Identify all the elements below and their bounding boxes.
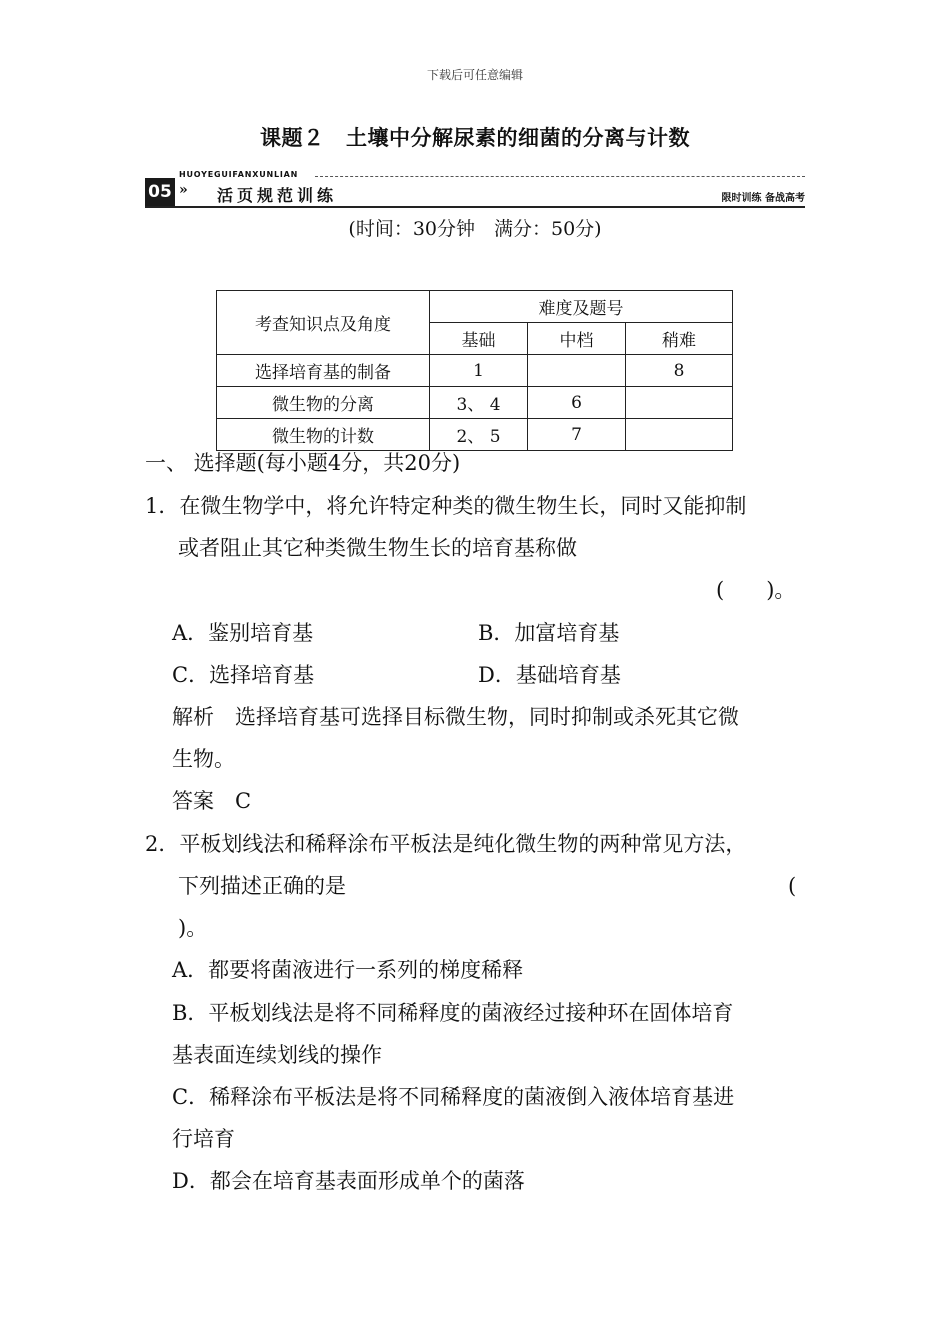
page-title: 课题２ 土壤中分解尿素的细菌的分离与计数 <box>260 126 690 150</box>
q2-option-a: A．都要将菌液进行一系列的梯度稀释 <box>172 958 524 982</box>
table-cell-basic: 1 <box>430 355 528 387</box>
banner-dashed-line <box>315 176 805 177</box>
table-row <box>217 387 733 419</box>
q2-blank-close: )。 <box>178 916 208 940</box>
table-row <box>217 355 733 387</box>
table-cell-medium: 7 <box>528 419 626 451</box>
table-cell-topic: 选择培育基的制备 <box>217 355 430 387</box>
q2-stem-line1: 2．平板划线法和稀释涂布平板法是纯化微生物的两种常见方法， <box>145 832 747 856</box>
q1-answer: 答案 C <box>172 789 252 813</box>
table-header-hard: 稍难 <box>626 323 733 355</box>
q2-option-b-line1: B．平板划线法是将不同稀释度的菌液经过接种环在固体培育 <box>172 1001 734 1025</box>
q1-option-c: C．选择培育基 <box>172 663 315 687</box>
q1-option-a: A．鉴别培育基 <box>172 621 314 645</box>
banner-right-text: 限时训练 备战高考 <box>721 193 805 204</box>
header-note: 下载后可任意编辑 <box>426 68 523 82</box>
table-cell-basic: 2、 5 <box>430 419 528 451</box>
q1-option-d: D．基础培育基 <box>478 663 621 687</box>
section-heading: 一、 选择题(每小题4分，共20分) <box>145 451 461 475</box>
q2-option-c-line1: C．稀释涂布平板法是将不同稀释度的菌液倒入液体培育基进 <box>172 1085 735 1109</box>
table-header-difficulty: 难度及题号 <box>430 291 733 323</box>
q2-option-b-line2: 基表面连续划线的操作 <box>172 1043 382 1067</box>
table-cell-topic: 微生物的计数 <box>217 419 430 451</box>
q2-option-c-line2: 行培育 <box>172 1127 235 1151</box>
q2-option-d: D．都会在培育基表面形成单个的菌落 <box>172 1169 525 1193</box>
knowledge-table <box>216 290 733 451</box>
time-score-line: (时间：30分钟 满分：50分) <box>348 218 602 240</box>
table-cell-basic: 3、 4 <box>430 387 528 419</box>
q1-option-b: B．加富培育基 <box>478 621 620 645</box>
banner-number-badge: 05 <box>145 178 175 206</box>
table-cell-hard <box>626 419 733 451</box>
table-cell-medium <box>528 355 626 387</box>
q1-analysis-line1: 解析 选择培育基可选择目标微生物，同时抑制或杀死其它微 <box>172 705 739 729</box>
table-cell-medium: 6 <box>528 387 626 419</box>
q2-stem-line2: 下列描述正确的是 <box>178 874 346 898</box>
table-header-medium: 中档 <box>528 323 626 355</box>
q1-stem-line2: 或者阻止其它种类微生物生长的培育基称做 <box>178 536 577 560</box>
section-banner <box>145 168 805 210</box>
q1-analysis-line2: 生物。 <box>172 747 235 771</box>
table-cell-hard <box>626 387 733 419</box>
banner-section-title: 活页规范训练 <box>217 186 338 205</box>
q2-blank-open: ( <box>788 874 797 898</box>
table-header-topic: 考查知识点及角度 <box>217 291 430 355</box>
banner-pinyin: HUOYEGUIFANXUNLIAN <box>179 170 299 179</box>
table-cell-hard: 8 <box>626 355 733 387</box>
double-arrow-icon: » <box>179 182 188 198</box>
table-cell-topic: 微生物的分离 <box>217 387 430 419</box>
banner-rule <box>145 206 805 208</box>
q1-answer-blank: ( )。 <box>716 578 796 602</box>
q1-stem-line1: 1．在微生物学中，将允许特定种类的微生物生长，同时又能抑制 <box>145 494 747 518</box>
table-header-basic: 基础 <box>430 323 528 355</box>
